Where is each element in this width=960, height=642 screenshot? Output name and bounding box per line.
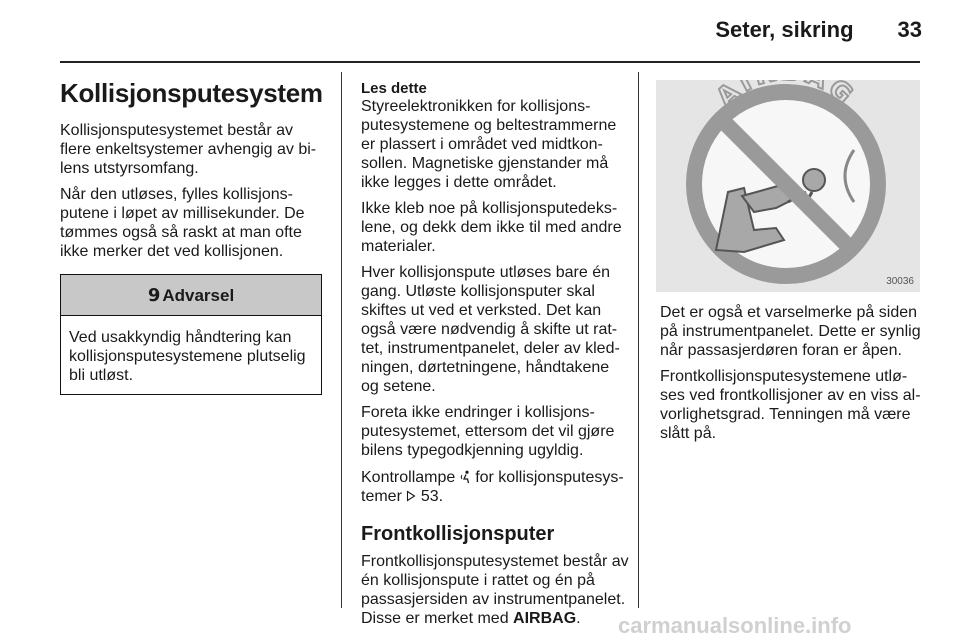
- page-number: 33: [897, 17, 922, 42]
- deployment-condition-paragraph: Frontkollisjonsputesystemene utlø-ses ved frontkollisjoner av en viss al-vorlighetsgrad. Tenningen må være slått på.: [660, 368, 921, 442]
- intro-paragraph: Kollisjonsputesystemet består av flere enkeltsystemer avhengig av bi-lens utstyrsomfang.: [60, 122, 317, 177]
- note-paragraph-2: Ikke kleb noe på kollisjonsputedeks-lene, og dekk dem ikke til med andre materialer.: [361, 200, 622, 255]
- no-child-seat-airbag-icon: [656, 80, 920, 292]
- airbag-warning-lamp-icon: [460, 470, 471, 484]
- warning-icon: 9: [147, 284, 161, 306]
- column-2: [361, 80, 629, 635]
- header-rule: [60, 61, 920, 63]
- column-1: [60, 78, 326, 395]
- note-paragraph-3: Hver kollisjonspute utløses bare én gang. Utløste kollisjonsputer skal skiftes ut ved et verksted. Det kan også være nødvendig å skifte ut rat-tet, instrumentpanelet, deler av kled-ningen, dørtetningene, håndtakene og setene.: [361, 264, 620, 395]
- control-lamp-text: Kontrollampe: [361, 469, 456, 486]
- warning-title: Advarsel: [162, 285, 235, 305]
- note-title: Les dette: [361, 80, 427, 97]
- control-lamp-paragraph: [361, 468, 629, 506]
- subsection-heading: Frontkollisjonsputer: [361, 523, 555, 545]
- column-3: [660, 303, 926, 450]
- cross-reference-arrow-icon: [406, 490, 416, 502]
- figure-airbag-label: AI G: [710, 80, 861, 113]
- figure-number: 30036: [886, 276, 914, 287]
- page-header: [715, 17, 922, 43]
- watermark: carmanualsonline.info: [618, 613, 852, 638]
- control-lamp-text-end: for kollisjonsputesys-temer: [361, 469, 624, 505]
- deploy-paragraph: Når den utløses, fylles kollisjons-putene i løpet av millisekunder. De tømmes også så raskt at man ofte ikke merker det ved kollisjonen.: [60, 186, 305, 260]
- section-heading: Kollisjonsputesystem: [60, 78, 323, 108]
- front-airbag-end: .: [576, 610, 581, 627]
- reference-page[interactable]: 53.: [420, 488, 444, 505]
- airbag-label-bold: AIRBAG: [513, 610, 577, 627]
- warning-text: Ved usakkyndig håndtering kan kollisjonsputesystemene plutselig bli utløst.: [69, 329, 306, 384]
- airbag-warning-figure: [656, 80, 920, 292]
- column-divider-1: [341, 72, 342, 608]
- warning-header: [61, 275, 321, 316]
- note-paragraph-4: Foreta ikke endringer i kollisjons-putesystemet, ettersom det vil gjøre bilens typegodkjenning ugyldig.: [361, 404, 615, 459]
- column-divider-2: [638, 72, 639, 608]
- warning-box: [60, 274, 322, 395]
- section-title: Seter, sikring: [715, 17, 854, 42]
- front-airbag-paragraph: [361, 552, 629, 628]
- front-airbag-text: Frontkollisjonsputesystemet består av én kollisjonspute i rattet og én på passasjersiden av instrumentpanelet. Disse er merket med: [361, 553, 629, 627]
- label-location-paragraph: Det er også et varselmerke på siden på instrumentpanelet. Dette er synlig når passasjerdøren foran er åpen.: [660, 304, 921, 359]
- note-paragraph-1: Styreelektronikken for kollisjons-putesystemene og beltestrammerne er plassert i området ved midtkon-sollen. Magnetiske gjenstander må ikke legges i dette området.: [361, 98, 617, 191]
